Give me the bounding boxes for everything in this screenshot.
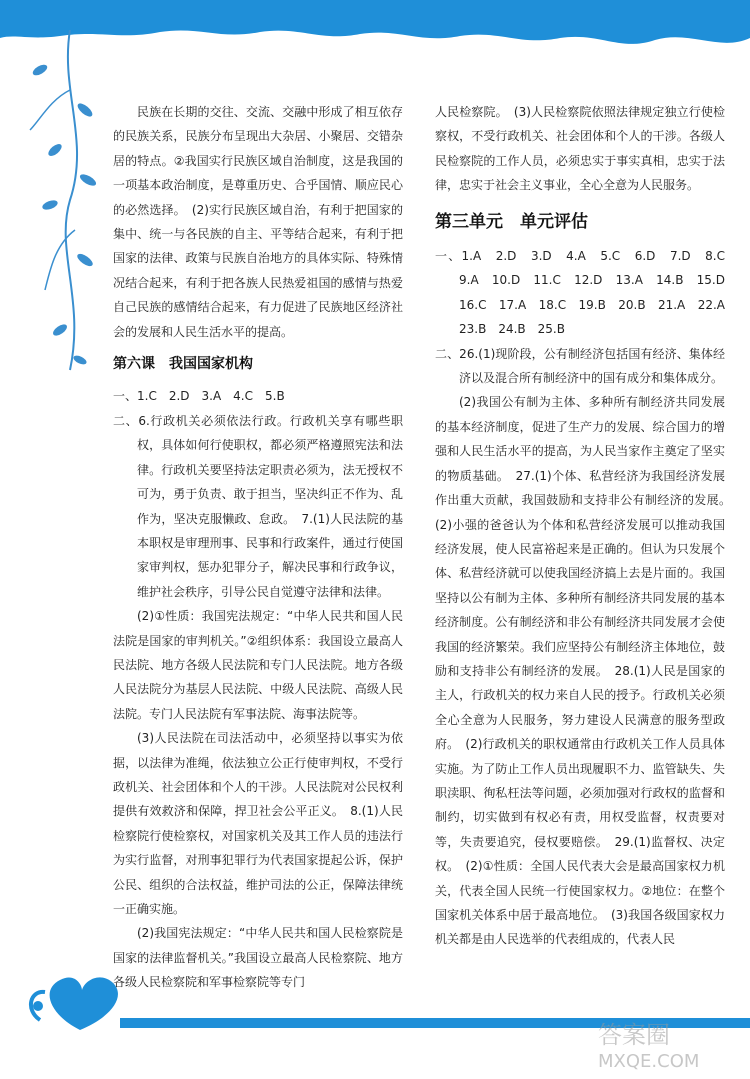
right-paragraph-1: 人民检察院。 (3)人民检察院依照法律规定独立行使检察权，不受行政机关、社会团体和个人的干涉。各级人民检察院的工作人员，必须忠实于事实真相，忠实于法律，忠实于社会主义事业，全心全意为人民服务。 (435, 105, 725, 193)
watermark-text-url: MXQE.COM (598, 1051, 700, 1072)
right-paragraph-2: 二、26.(1)现阶段，公有制经济包括国有经济、集体经济以及混合所有制经济中的国有成分和集体成分。 (435, 346, 725, 386)
left-paragraph-3: (2)①性质：我国宪法规定：“中华人民共和国人民法院是国家的审判机关。”②组织体系：我国设立最高人民法院、地方各级人民法院和专门人民法院。地方各级人民法院分为基层人民法院、中级人民法院、高级人民法院。专门人民法院有军事法院、海事法院等。 (113, 609, 403, 721)
answers-choice-lesson6: 一、1.C 2.D 3.A 4.C 5.B (113, 389, 285, 404)
unit-heading: 第三单元 单元评估 (435, 211, 588, 232)
left-paragraph-4: (3)人民法院在司法活动中，必须坚持以事实为依据，以法律为准绳，依法独立公正行使审判权，不受行政机关、社会团体和个人的干涉。人民法院对公民权利提供有效救济和保障，捍卫社会公平正义。 8.(1)人民检察院行使检察权，对国家机关及其工作人员的违法行为实行监督，对刑事犯罪行为代表国家提起公诉，保护公民、组织的合法权益，维护司法的公正，保障法律统一正确实施。 (113, 731, 403, 916)
watermark-logo (588, 1013, 738, 1073)
right-column (435, 100, 738, 952)
lesson-heading: 第六课 我国国家机构 (113, 356, 253, 373)
right-paragraph-3: (2)我国公有制为主体、多种所有制经济共同发展的基本经济制度，促进了生产力的发展、综合国力的增强和人民生活水平的提高，为人民当家作主奠定了坚实的物质基础。 27.(1)个体、私营经济为我国经济发展作出重大贡献，我国鼓励和支持非公有制经济的发展。 (2)小强的爸爸认为个体和私营经济发展可以推动我国经济发展，使人民富裕起来是正确的。但认为只发展个体、私营经济就可以使我国经济搞上去是片面的。我国坚持以公有制为主体、多种所有制经济共同发展的基本经济制度。公有制经济和非公有制经济共同发展才会使我国的经济繁荣。我们应坚持公有制经济主体地位，鼓励和支持非公有制经济的发展。 28.(1)人民是国家的主人，行政机关的权力来自人民的授予。行政机关必须全心全意为人民服务，努力建设人民满意的服务型政府。 (2)行政机关的职权通常由行政机关工作人员具体实施。为了防止工作人员出现履职不力、监管缺失、失职渎职、徇私枉法等问题，必须加强对行政权的监督和制约，切实做到有权必有责，用权受监督，权责要对等，失责要追究，侵权要赔偿。 29.(1)监督权、决定权。 (2)①性质：全国人民代表大会是最高国家权力机关，代表全国人民统一行使国家权力。②地位：在整个国家机关体系中居于最高地位。 (3)我国各级国家权力机关都是由人民选举的代表组成的，代表人民 (435, 395, 738, 947)
left-column (113, 100, 403, 995)
watermark-text-cn: 答案圈 (598, 1021, 670, 1049)
left-paragraph-5: (2)我国宪法规定：“中华人民共和国人民检察院是国家的法律监督机关。”我国设立最高人民检察院、地方各级人民检察院和军事检察院等专门 (113, 926, 403, 990)
top-wave-decoration (0, 0, 750, 60)
answers-choice-unit3: 一、1.A 2.D 3.D 4.A 5.C 6.D 7.D 8.C 9.A 10.D 11.C 12.D 13.A 14.B 15.D 16.C 17.A 18.C 19.B 20.B 21.A 22.A 23.B 24.B 25.B (435, 249, 738, 337)
left-paragraph-2: 二、6.行政机关必须依法行政。行政机关享有哪些职权，具体如何行使职权，都必须严格遵照宪法和法律。行政机关要坚持法定职责必须为，法无授权不可为，勇于负责、敢于担当，坚决纠正不作为、乱作为，坚决克服懒政、怠政。 7.(1)人民法院的基本职权是审理刑事、民事和行政案件，通过行使国家审判权，惩办犯罪分子，解决民事和行政争议，维护社会秩序，引导公民自觉遵守法律和法律。 (113, 413, 403, 599)
vine-decoration (0, 30, 110, 390)
left-paragraph-1: 民族在长期的交往、交流、交融中形成了相互依存的民族关系，民族分布呈现出大杂居、小聚居、交错杂居的特点。②我国实行民族区域自治制度，这是我国的一项基本政治制度，是尊重历史、合乎国情、顺应民心的必然选择。 (2)实行民族区域自治，有利于把国家的集中、统一与各民族的自主、平等结合起来，有利于把国家的法律、政策与民族自治地方的具体实际、特殊情况结合起来，有利于把各族人民热爱祖国的感情与热爱自己民族的感情结合起来，有力促进了民族地区经济社会的发展和人民生活水平的提高。 (113, 105, 403, 339)
